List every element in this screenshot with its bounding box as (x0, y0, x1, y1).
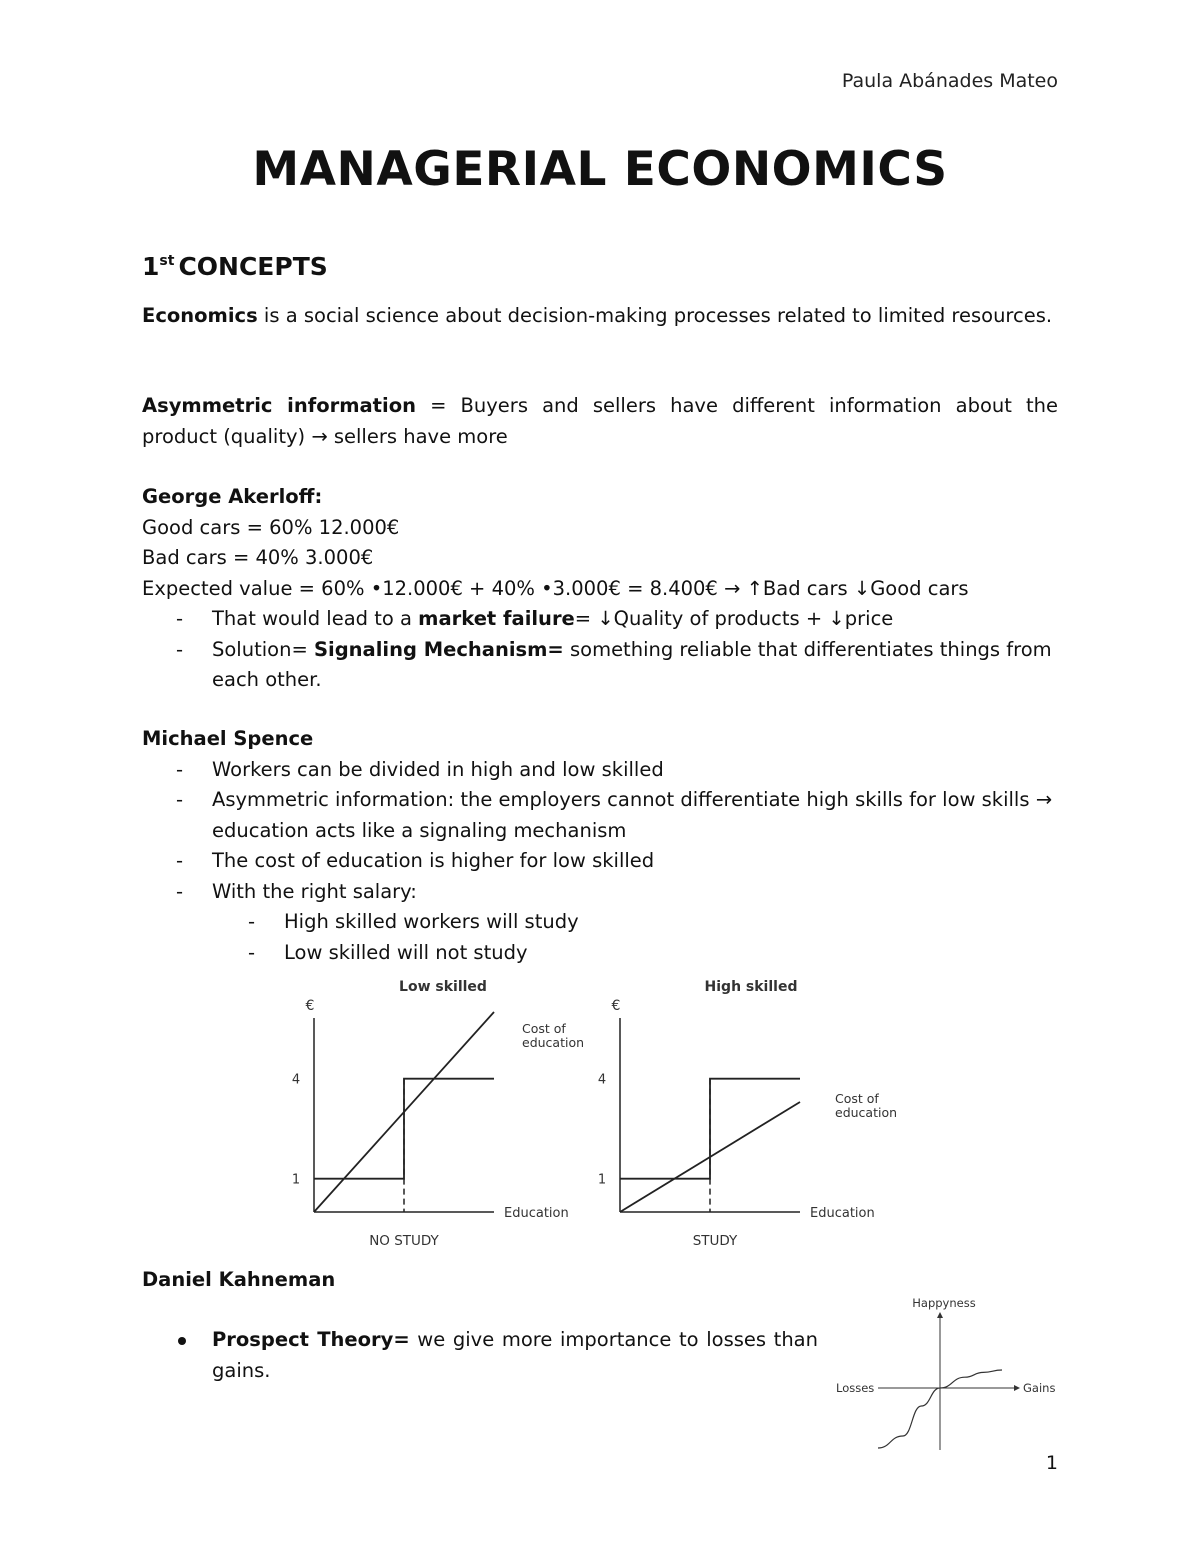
section-label: CONCEPTS (178, 252, 328, 281)
good-cars-line: Good cars = 60% 12.000€ (142, 515, 400, 539)
market-failure-pre: That would lead to a (212, 607, 419, 630)
market-failure-term: market failure (418, 607, 575, 630)
kahneman-heading: Daniel Kahneman (142, 1268, 336, 1291)
prospect-theory-term: Prospect Theory= (212, 1328, 410, 1351)
prospect-theory-item (212, 1325, 818, 1386)
chart-1-ytick-label: 4 (291, 1072, 301, 1088)
spence-heading: Michael Spence (142, 727, 314, 750)
chart-1-salary-line (314, 1079, 494, 1179)
chart-1-series-label: Cost of (522, 1021, 566, 1036)
chart-2-series-label-cont: education (835, 1105, 898, 1120)
chart-2-salary-line (620, 1079, 800, 1179)
chart-2-xlabel: Education (810, 1206, 875, 1221)
chart-3-ylabel: Happyness (912, 1296, 976, 1310)
akerloff-heading: George Akerloff: (142, 485, 323, 508)
list-item: - High skilled workers will study (212, 907, 1058, 938)
list-item: - Asymmetric information: the employers cannot differentiate high skills for low skills → education acts like a signaling mechanism (142, 785, 1058, 846)
chart-3-xlabel-right: Gains (1023, 1381, 1056, 1395)
asymmetric-term: Asymmetric information (142, 394, 416, 417)
chart-2-ylabel: € (611, 998, 621, 1014)
chart-3-xlabel-left: Losses (836, 1381, 875, 1395)
list-item-text: With the right salary: (212, 879, 417, 903)
solution-post: something reliable that differentiates things from each other. (212, 637, 1052, 691)
section-number: 1 (142, 252, 160, 281)
bullet-dot (178, 1337, 186, 1345)
expected-value-line: Expected value = 60% •12.000€ + 40% •3.000€ = 8.400€ → ↑Bad cars ↓Good cars (142, 576, 969, 600)
chart-2-ytick-label: 1 (597, 1172, 607, 1188)
chart-1-title: Low skilled (399, 979, 487, 995)
solution-pre: Solution= (212, 637, 314, 661)
document-title: MANAGERIAL ECONOMICS (252, 142, 948, 197)
chart-2-series-label: Cost of (835, 1091, 879, 1106)
chart-3-x-arrow (1014, 1385, 1020, 1391)
chart-2-title: High skilled (704, 979, 798, 995)
signaling-mechanism-term: Signaling Mechanism= (313, 637, 564, 661)
bad-cars-line: Bad cars = 40% 3.000€ (142, 546, 374, 569)
economics-term: Economics (142, 304, 258, 327)
list-item: - Low skilled will not study (212, 938, 1058, 969)
chart-1-series-label-cont: education (522, 1035, 585, 1050)
market-failure-post: = ↓Quality of products + ↓price (574, 607, 894, 630)
chart-3-y-arrow (937, 1312, 943, 1318)
page-number: 1 (1045, 1452, 1058, 1474)
chart-1-xlabel: Education (504, 1206, 569, 1221)
asymmetric-text: = Buyers and sellers have different information about the product (quality) → sellers have more (142, 394, 1058, 448)
author-name: Paula Abánades Mateo (841, 70, 1058, 92)
chart-1-ytick-label: 1 (291, 1172, 301, 1188)
chart-2-caption: STUDY (692, 1233, 738, 1249)
chart-1-caption: NO STUDY (369, 1233, 439, 1249)
economics-text: is a social science about decision-making processes related to limited resources. (257, 304, 1053, 327)
prospect-theory-text: we give more importance to losses than gains. (212, 1328, 818, 1382)
list-item: - The cost of education is higher for low skilled (142, 846, 1058, 877)
list-item: - Workers can be divided in high and low skilled (142, 755, 1058, 786)
chart-2-ytick-label: 4 (597, 1072, 607, 1088)
section-superscript: st (159, 253, 175, 269)
chart-1-ylabel: € (305, 998, 315, 1014)
